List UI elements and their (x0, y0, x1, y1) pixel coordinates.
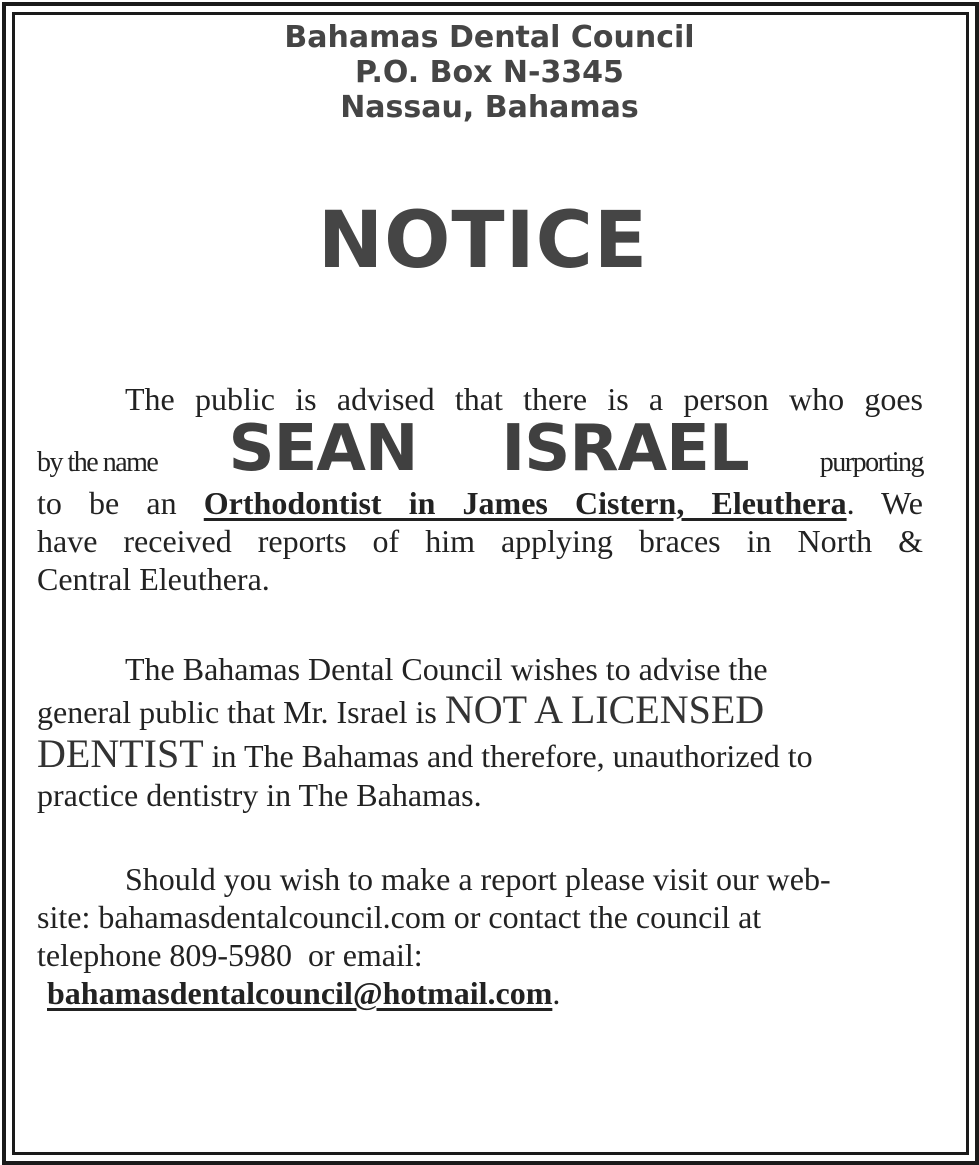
po-box: P.O. Box N-3345 (355, 55, 624, 90)
p1-post-name: purporting (819, 447, 923, 478)
notice-title: NOTICE (317, 196, 649, 286)
email-period: . (552, 975, 561, 1011)
p1-line4: have received reports of him applying braces in North & (37, 523, 923, 559)
p1-line1: The public is advised that there is a person who goes (125, 381, 923, 417)
p2-line3-post: in The Bahamas and therefore, unauthorized to (211, 738, 813, 774)
p3-line2: site: bahamasdentalcouncil.com or contact the council at (37, 899, 762, 935)
p2-line1: The Bahamas Dental Council wishes to advise the (125, 651, 768, 687)
p1-line3 (37, 484, 923, 522)
first-name: SEAN (228, 412, 418, 486)
p1-pre-name: by the name (37, 447, 158, 478)
p1-we: . We (846, 485, 924, 521)
location-text: Orthodontist in James Cistern, Eleuthera (203, 485, 847, 521)
last-name: ISRAEL (501, 412, 749, 486)
p2-line2-pre: general public that Mr. Israel is (37, 694, 437, 730)
paragraph-warning (37, 380, 923, 598)
p2-line3 (37, 732, 923, 776)
p2-line2 (37, 688, 923, 732)
p1-to-be-an: to be an (37, 485, 177, 521)
email-link[interactable]: bahamasdentalcouncil@hotmail.com (47, 975, 553, 1011)
letterhead (0, 20, 979, 125)
p2-line4: practice dentistry in The Bahamas. (37, 777, 482, 813)
paragraph-contact (37, 860, 923, 1012)
p3-line3: telephone 809-5980 or email: (37, 937, 423, 973)
person-name (229, 414, 749, 484)
not-licensed-text: NOT A LICENSED (444, 687, 765, 732)
dentist-text: DENTIST (37, 731, 204, 776)
paragraph-not-licensed (37, 650, 923, 814)
org-name: Bahamas Dental Council (284, 20, 695, 55)
p1-name-line (37, 412, 923, 486)
p3-line1: Should you wish to make a report please visit our web- (125, 861, 831, 897)
city: Nassau, Bahamas (340, 90, 639, 125)
p1-line5: Central Eleuthera. (37, 561, 270, 597)
p3-line4 (37, 974, 923, 1012)
